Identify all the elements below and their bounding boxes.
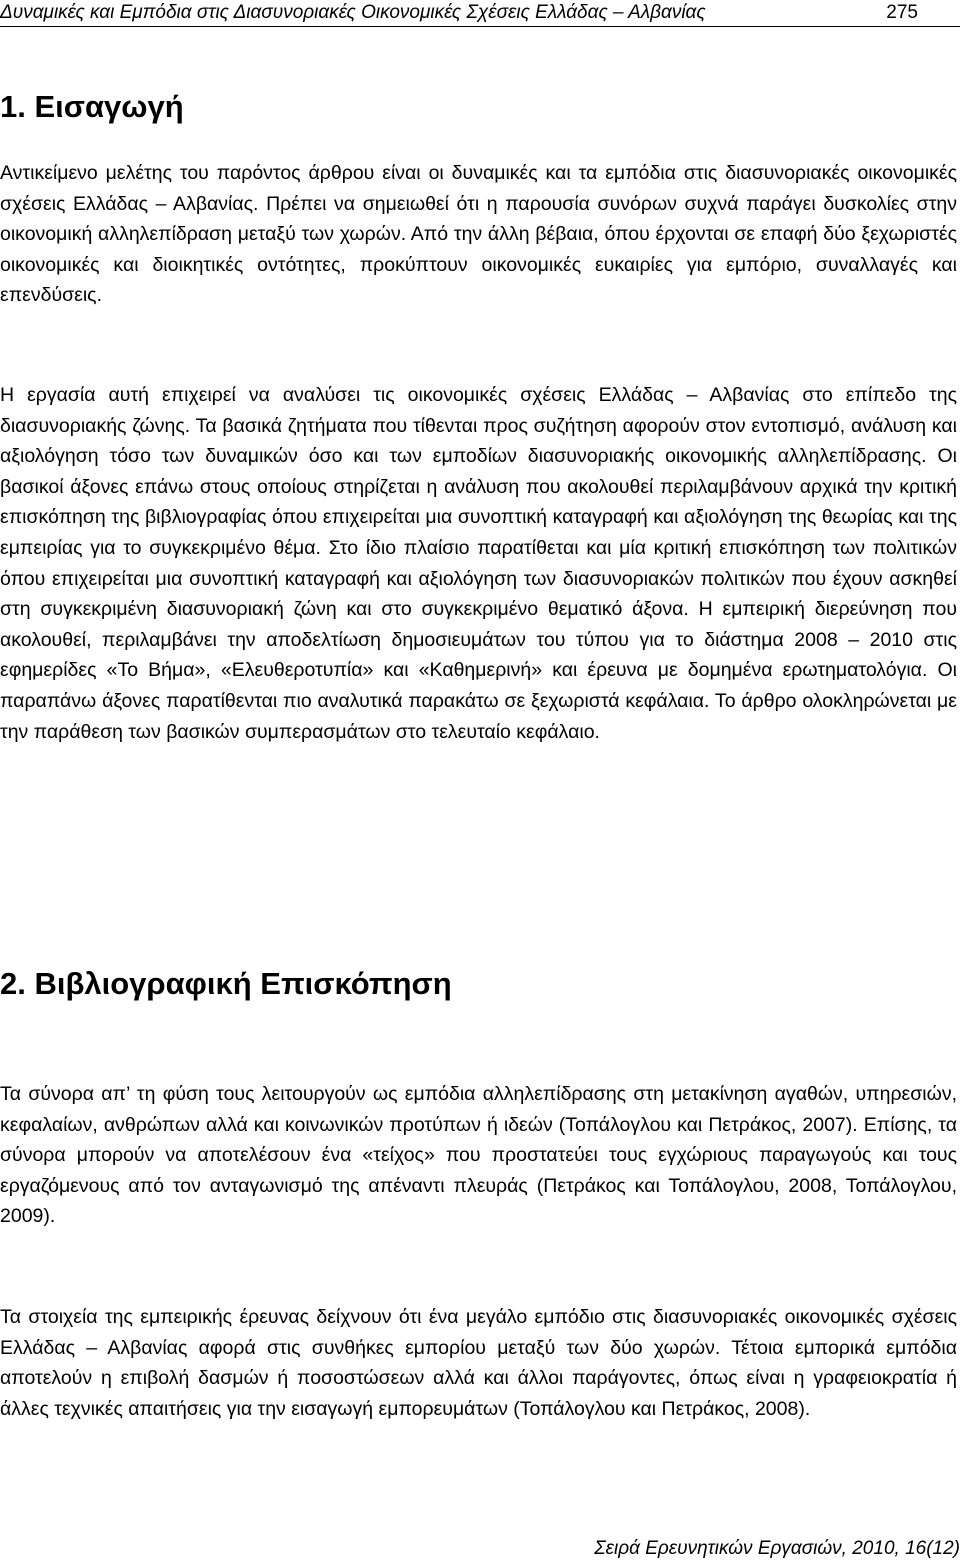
page-number: 275 (886, 2, 918, 23)
paragraph-review-1: Τα σύνορα απ’ τη φύση τους λειτουργούν ως εμπόδια αλληλεπίδρασης στη μετακίνηση αγαθών, υπηρεσιών, κεφαλαίων, ανθρώπων αλλά και κοινωνικών προτύπων ή ιδεών (Τοπάλογλου και Πετράκος, 2007). Επίσης, τα σύνορα μπορούν να αποτελέσουν ένα «τείχος» που προστατεύει τους εγχώριους παραγωγούς και τους εργαζόμενους από τον ανταγωνισμό της απέναντι πλευράς (Πετράκος και Τοπάλογλου, 2008, Τοπάλογλου, 2009). (0, 1083, 957, 1228)
section-heading-introduction: 1. Εισαγωγή (0, 89, 184, 124)
paragraph-review-2: Τα στοιχεία της εμπειρικής έρευνας δείχνουν ότι ένα μεγάλο εμπόδιο στις διασυνοριακές οικονομικές σχέσεις Ελλάδας – Αλβανίας αφορά στις συνθήκες εμπορίου μεταξύ των δύο χωρών. Τέτοια εμπορικά εμπόδια αποτελούν η επιβολή δασμών ή ποσοστώσεων αλλά και άλλοι παράγοντες, όπως είναι η γραφειοκρατία ή άλλες τεχνικές απαιτήσεις για την εισαγωγή εμπορευμάτων (Τοπάλογλου και Πετράκος, 2008). (0, 1306, 957, 1420)
running-header (0, 0, 960, 27)
running-title: Δυναμικές και Εμπόδια στις Διασυνοριακές Οικονομικές Σχέσεις Ελλάδας – Αλβανίας (0, 2, 706, 23)
series-footer: Σειρά Ερευνητικών Εργασιών, 2010, 16(12) (594, 1538, 960, 1559)
section-heading-literature-review: 2. Βιβλιογραφική Επισκόπηση (0, 966, 452, 1001)
paragraph-intro-2: Η εργασία αυτή επιχειρεί να αναλύσει τις οικονομικές σχέσεις Ελλάδας – Αλβανίας στο επίπεδο της διασυνοριακής ζώνης. Τα βασικά ζητήματα που τίθενται προς συζήτηση αφορούν στον εντοπισμό, ανάλυση και αξιολόγηση τόσο των δυναμικών όσο και των εμποδίων διασυνοριακής οικονομικής αλληλεπίδρασης. Οι βασικοί άξονες επάνω στους οποίους στηρίζεται η ανάλυση που ακολουθεί περιλαμβάνουν αρχικά την κριτική επισκόπηση της βιβλιογραφίας όπου επιχειρείται μια συνοπτική καταγραφή και αξιολόγηση της θεωρίας και της εμπειρίας για το συγκεκριμένο θέμα. Στο ίδιο πλαίσιο παρατίθεται και μία κριτική επισκόπηση των πολιτικών όπου επιχειρείται μια συνοπτική καταγραφή και αξιολόγηση των διασυνοριακών πολιτικών που έχουν ασκηθεί στη συγκεκριμένη διασυνοριακή ζώνη και στο συγκεκριμένο θεματικό άξονα. Η εμπειρική διερεύνηση που ακολουθεί, περιλαμβάνει την αποδελτίωση δημοσιευμάτων του τύπου για το διάστημα 2008 – 2010 στις εφημερίδες «Το Βήμα», «Ελευθεροτυπία» και «Καθημερινή» και έρευνα με δομημένα ερωτηματολόγια. Οι παραπάνω άξονες παρατίθενται πιο αναλυτικά παρακάτω σε ξεχωριστά κεφάλαια. Το άρθρο ολοκληρώνεται με την παράθεση των βασικών συμπερασμάτων στο τελευταίο κεφάλαιο. (0, 384, 957, 743)
paragraph-intro-1: Αντικείμενο μελέτης του παρόντος άρθρου είναι οι δυναμικές και τα εμπόδια στις διασυνοριακές οικονομικές σχέσεις Ελλάδας – Αλβανίας. Πρέπει να σημειωθεί ότι η παρουσία συνόρων συχνά παράγει δυσκολίες στην οικονομική αλληλεπίδραση μεταξύ των χωρών. Από την άλλη βέβαια, όπου έρχονται σε επαφή δύο ξεχωριστές οικονομικές και διοικητικές οντότητες, προκύπτουν οικονομικές ευκαιρίες για εμπόριο, συναλλαγές και επενδύσεις. (0, 162, 957, 307)
